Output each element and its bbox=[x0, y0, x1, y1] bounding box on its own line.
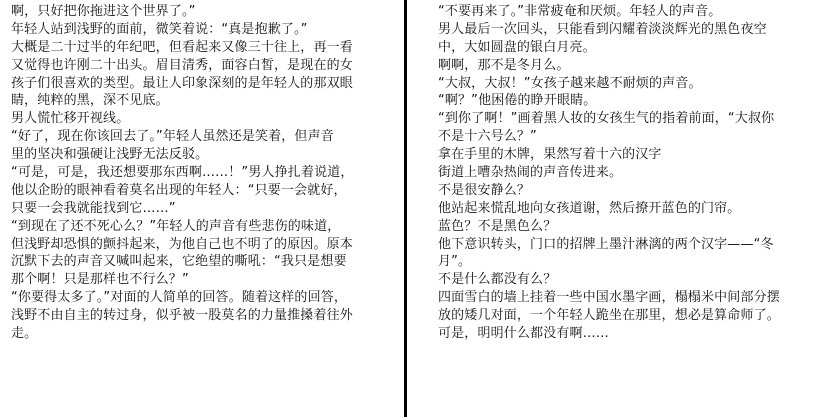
text-line: 拿在手里的木牌，果然写着十六的汉字 bbox=[438, 147, 662, 163]
text-line: 年轻人站到浅野的面前，微笑着说：“真是抱歉了。” bbox=[11, 21, 308, 37]
text-line: 男人慌忙移开视线。 bbox=[11, 111, 130, 127]
text-line: 走。 bbox=[11, 326, 38, 342]
text-line: 但浅野却恐惧的颤抖起来，为他自己也不明了的原因。原本 bbox=[11, 236, 353, 252]
text-line: 中，大如圆盘的银白月亮。 bbox=[438, 39, 596, 55]
text-line: 那个啊！只是那样也不行么？” bbox=[11, 272, 189, 288]
text-line: 月”。 bbox=[438, 254, 472, 270]
text-line: 睛，纯粹的黑，深不见底。 bbox=[11, 93, 169, 109]
text-line: “好了，现在你该回去了。”年轻人虽然还是笑着，但声音 bbox=[11, 129, 334, 145]
text-line: 街道上嘈杂热闹的声音传进来。 bbox=[438, 165, 623, 181]
text-line: 可是，明明什么都没有啊…… bbox=[438, 326, 609, 342]
text-line: 他站起来慌乱地向女孩道谢，然后撩开蓝色的门帘。 bbox=[438, 200, 741, 216]
text-line: 不是什么都没有么？ bbox=[438, 272, 557, 288]
text-line: 里的坚决和强硬让浅野无法反驳。 bbox=[11, 147, 209, 163]
text-line: 只要一会我就能找到它……” bbox=[11, 200, 176, 216]
text-line: 他下意识转头，门口的招牌上墨汁淋漓的两个汉字——“冬 bbox=[438, 236, 774, 252]
text-line: “可是，可是，我还想要那东西啊……！”男人挣扎着说道， bbox=[11, 165, 354, 181]
text-line: 孩子们很喜欢的类型。最让人印象深刻的是年轻人的那双眼 bbox=[11, 75, 353, 91]
text-line: 啊啊，那不是冬月么。 bbox=[438, 57, 570, 73]
text-line: 蓝色？不是黑色么？ bbox=[438, 218, 557, 234]
text-line: 大概是二十过半的年纪吧，但看起来又像三十往上，再一看 bbox=[11, 39, 353, 55]
text-line: “到你了啊！”画着黑人妆的女孩生气的指着前面，“大叔你 bbox=[438, 111, 775, 127]
left-text-column bbox=[11, 3, 389, 343]
column-divider bbox=[404, 0, 407, 417]
text-line: “不要再来了。”非常疲奄和厌烦。年轻人的声音。 bbox=[438, 4, 722, 19]
text-line: “你要得太多了。”对面的人简单的回答。随着这样的回答， bbox=[11, 290, 348, 306]
text-line: “啊？”他困倦的睁开眼睛。 bbox=[438, 93, 597, 109]
text-line: “到现在了还不死心么？”年轻人的声音有些悲伤的味道， bbox=[11, 218, 341, 234]
text-line: 不是十六号么？” bbox=[438, 129, 537, 145]
text-line: 不是很安静么？ bbox=[438, 182, 531, 198]
text-line: 又觉得也许刚二十出头。眉目清秀，面容白皙，是现在的女 bbox=[11, 57, 353, 73]
text-line: 他以企盼的眼神看着莫名出现的年轻人：“只要一会就好， bbox=[11, 182, 347, 198]
text-line: “大叔，大叔！”女孩子越来越不耐烦的声音。 bbox=[438, 75, 702, 91]
text-line: 沉默下去的声音又喊叫起来，它绝望的嘶吼：“我只是想要 bbox=[11, 254, 347, 270]
text-line: 四面雪白的墙上挂着一些中国水墨字画，榻榻米中间部分摆 bbox=[438, 290, 780, 306]
right-text-column bbox=[438, 3, 816, 343]
text-line: 放的矮几对面，一个年轻人跪坐在那里，想必是算命师了。 bbox=[438, 308, 780, 324]
text-line: 浅野不由自主的转过身，似乎被一股莫名的力量推搡着往外 bbox=[11, 308, 353, 324]
text-line: 男人最后一次回头，只能看到闪耀着淡淡辉光的黑色夜空 bbox=[438, 21, 767, 37]
text-line: 啊，只好把你拖进这个世界了。” bbox=[11, 4, 196, 19]
